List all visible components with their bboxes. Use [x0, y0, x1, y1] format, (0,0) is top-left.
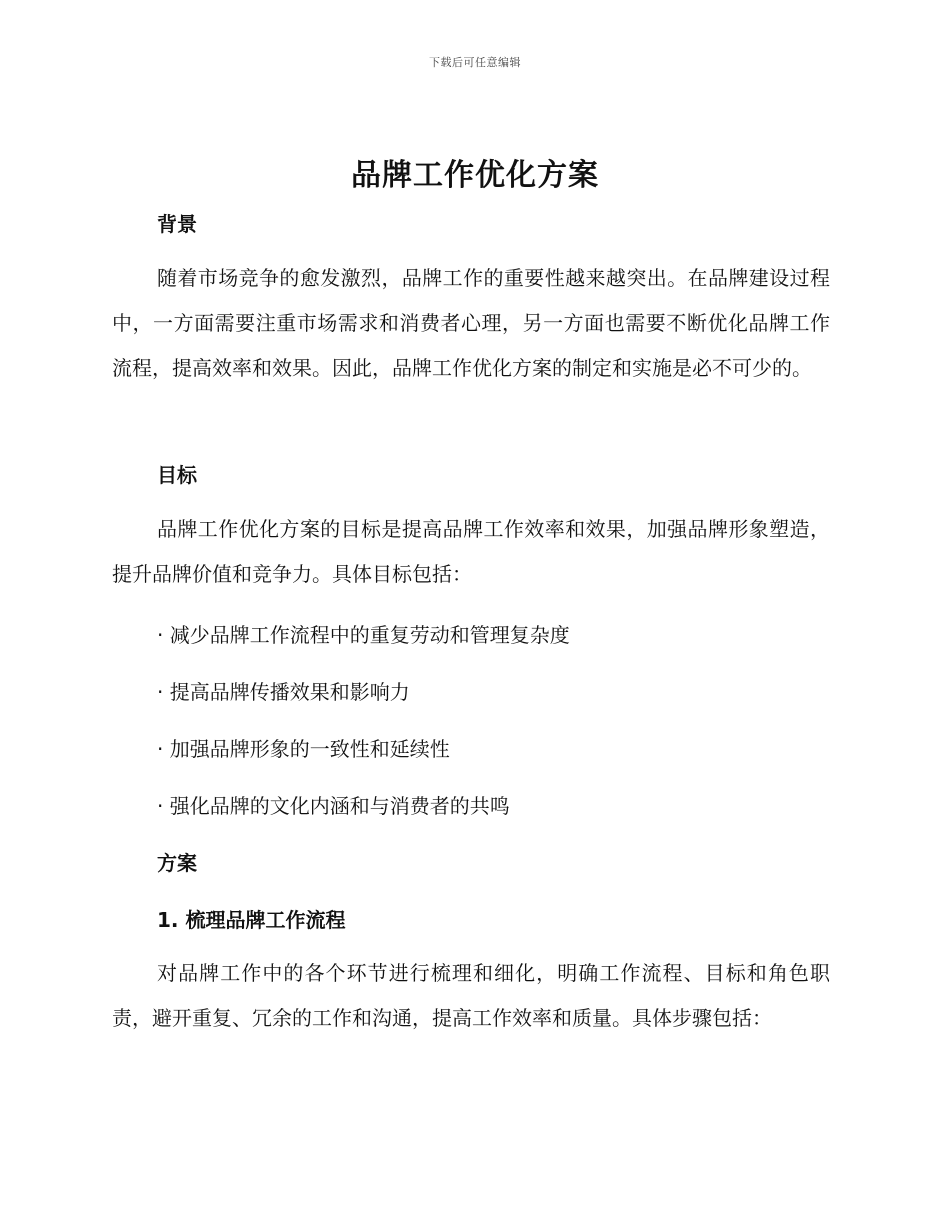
document-title: 品牌工作优化方案 — [351, 158, 599, 193]
goal-list-item: · 强化品牌的文化内涵和与消费者的共鸣 — [157, 794, 510, 818]
section-heading-background: 背景 — [157, 212, 197, 236]
goal-list-item: · 提高品牌传播效果和影响力 — [157, 680, 410, 704]
goal-list-item: · 减少品牌工作流程中的重复劳动和管理复杂度 — [157, 623, 570, 647]
goal-list-item: · 加强品牌形象的一致性和延续性 — [157, 737, 450, 761]
section-heading-plan: 方案 — [157, 851, 197, 875]
goals-paragraph: 品牌工作优化方案的目标是提高品牌工作效率和效果，加强品牌形象塑造，提升品牌价值和竞争力。具体目标包括： — [112, 517, 830, 586]
plan-paragraph: 对品牌工作中的各个环节进行梳理和细化，明确工作流程、目标和角色职责，避开重复、冗余的工作和沟通，提高工作效率和质量。具体步骤包括： — [112, 961, 830, 1030]
page-header: 下载后可任意编辑 — [429, 56, 521, 69]
plan-subheading: 1. 梳理品牌工作流程 — [157, 908, 346, 932]
background-paragraph: 随着市场竞争的愈发激烈，品牌工作的重要性越来越突出。在品牌建设过程中，一方面需要注重市场需求和消费者心理，另一方面也需要不断优化品牌工作流程，提高效率和效果。因此，品牌工作优化方案的制定和实施是必不可少的。 — [112, 266, 830, 380]
section-heading-goals: 目标 — [157, 463, 197, 487]
